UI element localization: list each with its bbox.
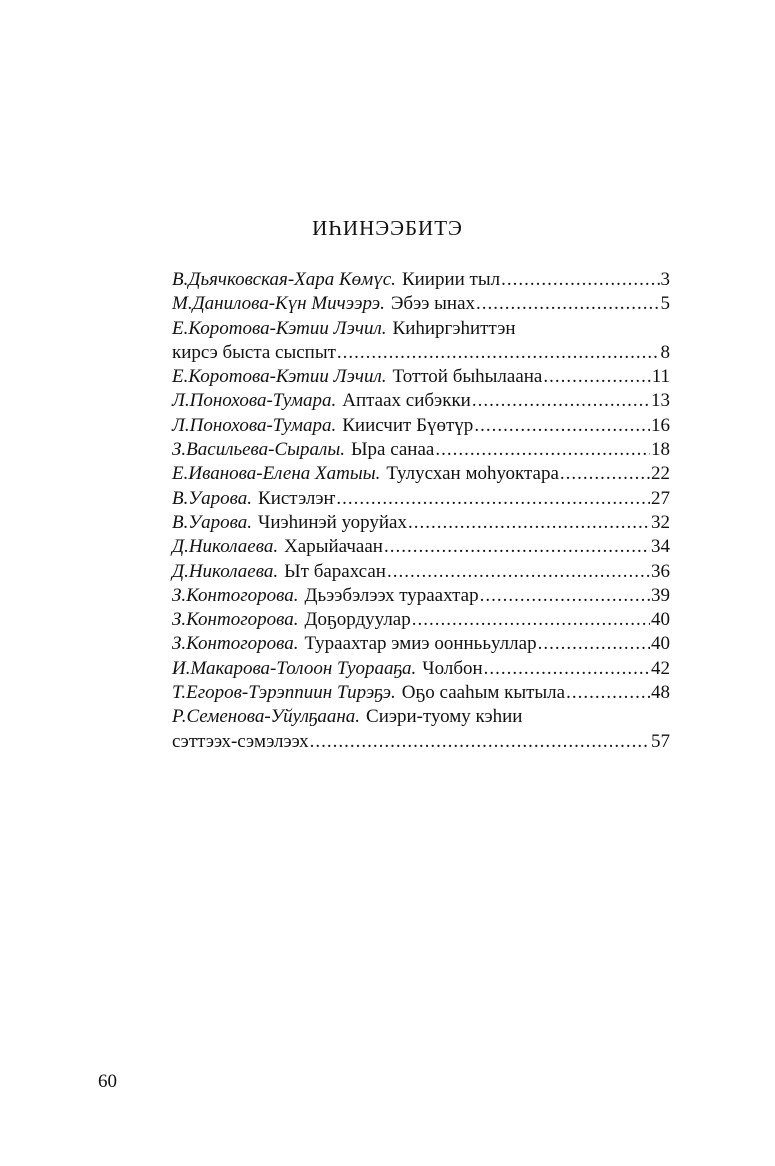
dot-leader — [310, 730, 650, 754]
toc-entry — [172, 268, 670, 292]
dot-leader — [337, 341, 660, 365]
toc-author: Д.Николаева. — [172, 536, 279, 558]
toc-title: Эбээ ынах — [390, 293, 476, 315]
toc-title: Тоттой быһылаана — [392, 366, 543, 388]
toc-page: 22 — [651, 463, 670, 485]
toc-entry — [172, 317, 670, 341]
dot-leader — [480, 584, 650, 608]
page-title: ИҺИНЭЭБИТЭ — [312, 216, 463, 240]
toc-author: З.Контогорова. — [172, 609, 299, 631]
table-of-contents — [172, 268, 670, 754]
toc-page: 13 — [651, 390, 670, 412]
toc-title: Оҕо сааһым кытыла — [401, 682, 566, 704]
toc-title: Киисчит Бүөтүр — [342, 414, 474, 436]
toc-author: Е.Коротова-Кэтии Лэчил. — [172, 366, 387, 388]
dot-leader — [472, 389, 650, 413]
dot-leader — [566, 681, 650, 705]
toc-title: Киһиргэһиттэн — [392, 317, 516, 339]
toc-entry — [172, 389, 670, 413]
dot-leader — [435, 438, 650, 462]
toc-page: 8 — [660, 341, 670, 363]
toc-page: 40 — [651, 633, 670, 655]
toc-entry-continuation — [172, 730, 670, 754]
toc-author: Р.Семенова-Уйулҕаана. — [172, 706, 361, 728]
toc-author: З.Контогорова. — [172, 633, 299, 655]
toc-page: 16 — [651, 414, 670, 436]
toc-entry — [172, 292, 670, 316]
toc-title: Кистэлэҥ — [258, 487, 336, 509]
toc-title: Ыт барахсан — [284, 560, 386, 582]
toc-author: Е.Иванова-Елена Хатыы. — [172, 463, 381, 485]
toc-title: Киирии тыл — [401, 269, 501, 290]
toc-author: З.Васильева-Сыралы. — [172, 439, 345, 461]
toc-author: И.Макарова-Толоон Туорааҕа. — [172, 657, 417, 679]
dot-leader — [538, 632, 650, 656]
toc-entry — [172, 584, 670, 608]
toc-title: Дьээбэлээх тураахтар — [304, 584, 479, 606]
toc-author: В.Дьячковская-Хара Көмүс. — [172, 269, 396, 290]
toc-page: 18 — [651, 439, 670, 461]
toc-title: Тураахтар эмиэ ооннььуллар — [304, 633, 537, 655]
toc-author: Е.Коротова-Кэтии Лэчил. — [172, 317, 387, 339]
dot-leader — [543, 365, 650, 389]
toc-author: Д.Николаева. — [172, 560, 279, 582]
toc-entry — [172, 438, 670, 462]
dot-leader — [476, 292, 659, 316]
dot-leader — [484, 657, 650, 681]
toc-entry-continuation — [172, 341, 670, 365]
dot-leader — [412, 608, 650, 632]
dot-leader — [501, 268, 659, 292]
toc-page: 39 — [651, 584, 670, 606]
toc-page: 3 — [660, 269, 670, 290]
toc-title: Чолбон — [422, 657, 483, 679]
dot-leader — [408, 511, 650, 535]
toc-page: 34 — [651, 536, 670, 558]
toc-author: В.Уарова. — [172, 511, 253, 533]
page-number: 60 — [98, 1071, 117, 1092]
toc-entry — [172, 414, 670, 438]
dot-leader — [560, 462, 650, 486]
toc-title: Чиэһинэй уоруйах — [258, 511, 407, 533]
toc-entry — [172, 535, 670, 559]
toc-entry — [172, 657, 670, 681]
toc-title: Аптаах сибэкки — [342, 390, 471, 412]
toc-author: М.Данилова-Күн Мичээрэ. — [172, 293, 385, 315]
toc-entry — [172, 511, 670, 535]
toc-page: 27 — [651, 487, 670, 509]
toc-author: Л.Понохова-Тумара. — [172, 414, 337, 436]
toc-page: 48 — [651, 682, 670, 704]
toc-page: 11 — [651, 366, 670, 388]
toc-title: Доҕордуулар — [304, 609, 411, 631]
toc-entry — [172, 365, 670, 389]
toc-page: 57 — [651, 730, 670, 752]
toc-entry — [172, 462, 670, 486]
toc-title-continued: кирсэ быста сыспыт — [172, 341, 336, 363]
toc-entry — [172, 560, 670, 584]
toc-author: В.Уарова. — [172, 487, 253, 509]
toc-entry — [172, 705, 670, 729]
dot-leader — [336, 487, 650, 511]
toc-page: 42 — [651, 657, 670, 679]
toc-title: Тулусхан моһуоктара — [386, 463, 559, 485]
toc-author: Т.Егоров-Тэрэппиин Тирэҕэ. — [172, 682, 396, 704]
toc-author: З.Контогорова. — [172, 584, 299, 606]
toc-title: Ыра санаа — [350, 439, 435, 461]
toc-page: 36 — [651, 560, 670, 582]
toc-page: 5 — [660, 293, 670, 315]
toc-author: Л.Понохова-Тумара. — [172, 390, 337, 412]
toc-title: Сиэри-туому кэһии — [366, 706, 523, 728]
toc-entry — [172, 632, 670, 656]
dot-leader — [384, 535, 650, 559]
toc-entry — [172, 487, 670, 511]
toc-title: Харыйачаан — [284, 536, 383, 558]
dot-leader — [387, 560, 650, 584]
toc-page: 32 — [651, 511, 670, 533]
toc-title-continued: сэттээх-сэмэлээх — [172, 730, 309, 752]
toc-entry — [172, 681, 670, 705]
toc-entry — [172, 608, 670, 632]
toc-page: 40 — [651, 609, 670, 631]
dot-leader — [474, 414, 650, 438]
